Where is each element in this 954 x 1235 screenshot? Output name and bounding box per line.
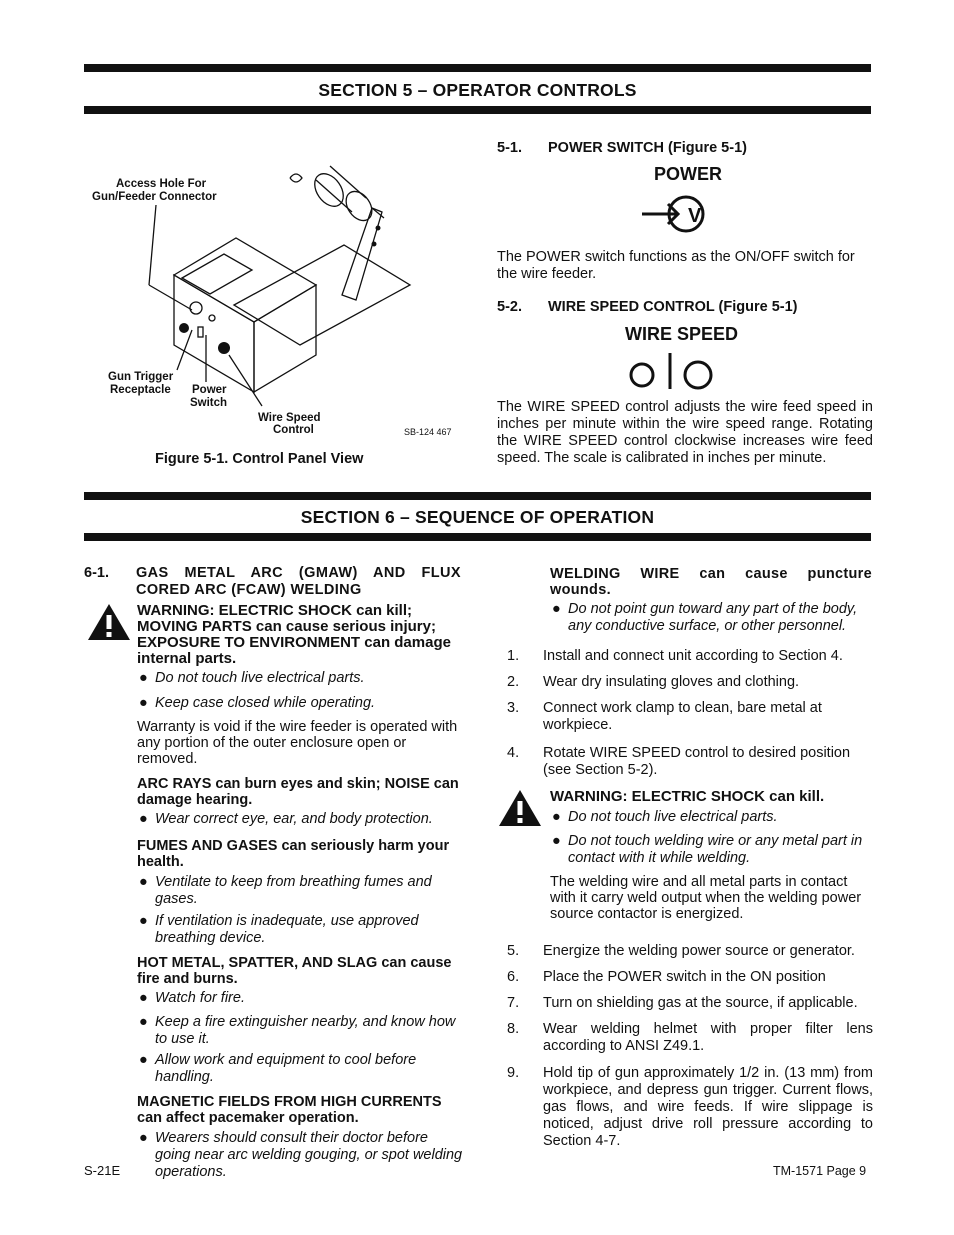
label-gun-trigger-2: Receptacle — [110, 384, 171, 396]
hot-metal-bullet-1: ● Watch for fire. — [139, 990, 245, 1006]
step-5: 5. Energize the welding power source or generator. — [507, 943, 855, 959]
hot-metal-bullet-3: ● Allow work and equipment to cool before handling. — [139, 1052, 417, 1085]
figure-caption: Figure 5-1. Control Panel View — [155, 451, 364, 467]
footer-left: S-21E — [84, 1163, 121, 1178]
fumes-bullet-1: ● Ventilate to keep from breathing fumes and gases. — [139, 874, 432, 907]
wire-speed-symbol-title: WIRE SPEED — [625, 324, 739, 344]
footer-right: TM-1571 Page 9 — [773, 1164, 867, 1178]
wire-speed-symbol-icon — [626, 351, 718, 391]
s52-heading: WIRE SPEED CONTROL (Figure 5-1) — [548, 299, 798, 315]
step-1: 1. Install and connect unit according to Section 4. — [507, 648, 843, 664]
section5-bottom-rule — [84, 106, 871, 114]
section6-top-rule — [84, 492, 871, 500]
warning-icon — [497, 788, 543, 828]
svg-text:V: V — [688, 205, 702, 227]
s51-number: 5-1. — [497, 140, 522, 156]
step-8: 8. Wear welding helmet with proper filter lens according to ANSI Z49.1. — [507, 1021, 873, 1054]
step-9: 9. Hold tip of gun approximately 1/2 in. (13 mm) from workpiece, and depress gun trigger. Current flows, gas flows, and wire feeds. If wire slippage is noticed, adjust drive roll pressure according to Section 4-7. — [507, 1065, 873, 1149]
warning2-text: WARNING: ELECTRIC SHOCK can kill. — [550, 788, 825, 805]
warning-icon — [86, 602, 132, 642]
label-access-hole-1: Access Hole For — [116, 178, 207, 190]
section6-title: SECTION 6 – SEQUENCE OF OPERATION — [300, 507, 655, 527]
s52-text: The WIRE SPEED control adjusts the wire feed speed in inches per minute within the wire speed range. Rotating the WIRE SPEED control clockwise increases wire feed speed. The scale is calibrated in inches per minute. — [497, 399, 873, 466]
warning2-bullet-2: ● Do not touch welding wire or any metal part in contact with it while welding. — [552, 833, 863, 866]
s61-number: 6-1. — [84, 565, 109, 581]
label-power-switch-1: Power — [192, 384, 227, 396]
label-wire-speed-2: Control — [273, 424, 314, 436]
section6-bottom-rule — [84, 533, 871, 541]
s51-text: The POWER switch functions as the ON/OFF switch for the wire feeder. — [497, 249, 855, 282]
warranty-text: Warranty is void if the wire feeder is operated with any portion of the outer enclosure open or removed. — [137, 719, 458, 767]
section5-top-rule — [84, 64, 871, 72]
label-access-hole-2: Gun/Feeder Connector — [92, 191, 217, 203]
section5-title: SECTION 5 – OPERATOR CONTROLS — [318, 80, 637, 100]
welding-wire-bullet-1: ● Do not point gun toward any part of the body, any conductive surface, or other personnel. — [552, 601, 858, 634]
hot-metal-heading: HOT METAL, SPATTER, AND SLAG can cause fire and burns. — [137, 955, 452, 987]
magnetic-bullet-1: ● Wearers should consult their doctor before going near arc welding gouging, or spot welding operations. — [139, 1130, 463, 1180]
warning1-bullet-2: ● Keep case closed while operating. — [139, 695, 376, 711]
power-symbol-icon — [638, 190, 710, 240]
fumes-heading: FUMES AND GASES can seriously harm your health. — [137, 838, 450, 870]
magnetic-heading: MAGNETIC FIELDS FROM HIGH CURRENTS can affect pacemaker operation. — [137, 1094, 442, 1126]
warning1-text: WARNING: ELECTRIC SHOCK can kill; MOVING PARTS can cause serious injury; EXPOSURE TO ENVIRONMENT can damage internal parts. — [137, 602, 451, 667]
step-2: 2. Wear dry insulating gloves and clothing. — [507, 674, 800, 690]
warning2-paragraph: The welding wire and all metal parts in contact with it carry weld output when the welding power source contactor is energized. — [550, 874, 862, 922]
figure-code: SB-124 467 — [404, 427, 452, 437]
arc-rays-heading: ARC RAYS can burn eyes and skin; NOISE can damage hearing. — [137, 776, 459, 808]
step-7: 7. Turn on shielding gas at the source, if applicable. — [507, 995, 858, 1011]
s52-number: 5-2. — [497, 299, 522, 315]
label-gun-trigger-1: Gun Trigger — [108, 371, 174, 383]
step-4: 4. Rotate WIRE SPEED control to desired position (see Section 5-2). — [507, 745, 851, 778]
warning1-bullet-1: ● Do not touch live electrical parts. — [139, 670, 365, 686]
step-3: 3. Connect work clamp to clean, bare metal at workpiece. — [507, 700, 822, 733]
label-power-switch-2: Switch — [190, 397, 228, 409]
fumes-bullet-2: ● If ventilation is inadequate, use approved breathing device. — [139, 913, 419, 946]
s51-heading: POWER SWITCH (Figure 5-1) — [548, 140, 747, 156]
step-6: 6. Place the POWER switch in the ON position — [507, 969, 826, 985]
label-wire-speed-1: Wire Speed — [258, 412, 321, 424]
s61-heading: GAS METAL ARC (GMAW) AND FLUX CORED ARC (FCAW) WELDING — [136, 565, 461, 598]
arc-rays-bullet-1: ● Wear correct eye, ear, and body protection. — [139, 811, 433, 827]
power-symbol-title: POWER — [654, 164, 723, 184]
warning2-bullet-1: ● Do not touch live electrical parts. — [552, 809, 778, 825]
welding-wire-heading: WELDING WIRE can cause puncture wounds. — [550, 566, 872, 598]
hot-metal-bullet-2: ● Keep a fire extinguisher nearby, and know how to use it. — [139, 1014, 456, 1047]
